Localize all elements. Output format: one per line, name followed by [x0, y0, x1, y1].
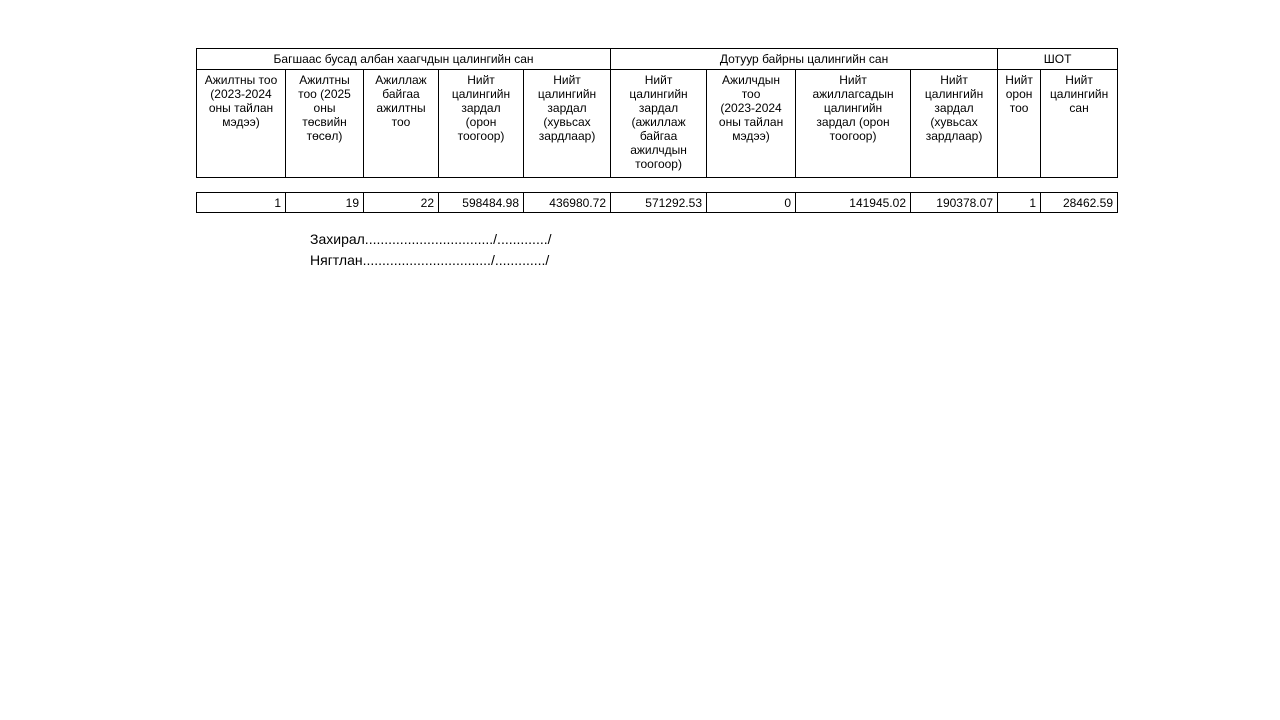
director-signature-line: Захирал................................./............./ [310, 231, 552, 247]
value-cell: 22 [364, 193, 439, 213]
column-header: Нийт цалингийн сан [1041, 70, 1118, 178]
table-row [197, 193, 1118, 213]
group-header-staff-salary: Багшаас бусад албан хаагчдын цалингийн сан [197, 49, 611, 70]
value-cell: 190378.07 [911, 193, 998, 213]
column-header: Нийт ажиллагсадын цалингийн зардал (орон тоогоор) [796, 70, 911, 178]
group-header-row [197, 49, 1118, 70]
value-cell: 28462.59 [1041, 193, 1118, 213]
value-cell: 598484.98 [439, 193, 524, 213]
value-cell: 19 [286, 193, 364, 213]
value-cell: 571292.53 [611, 193, 707, 213]
column-header: Нийт цалингийн зардал (хувьсах зардлаар) [524, 70, 611, 178]
value-cell: 436980.72 [524, 193, 611, 213]
column-header: Ажилтны тоо (2023-2024 оны тайлан мэдээ) [197, 70, 286, 178]
column-header: Ажилчдын тоо (2023-2024 оны тайлан мэдээ) [707, 70, 796, 178]
value-cell: 141945.02 [796, 193, 911, 213]
value-cell: 1 [998, 193, 1041, 213]
column-header: Ажилтны тоо (2025 оны төсвийн төсөл) [286, 70, 364, 178]
column-header: Нийт орон тоо [998, 70, 1041, 178]
value-cell: 0 [707, 193, 796, 213]
group-header-dormitory-salary: Дотуур байрны цалингийн сан [611, 49, 998, 70]
column-header: Нийт цалингийн зардал (орон тоогоор) [439, 70, 524, 178]
accountant-signature-line: Нягтлан................................./............./ [310, 252, 550, 268]
salary-header-table [196, 48, 1118, 178]
column-header: Ажиллаж байгаа ажилтны тоо [364, 70, 439, 178]
value-cell: 1 [197, 193, 286, 213]
column-header: Нийт цалингийн зардал (ажиллаж байгаа ажилчдын тоогоор) [611, 70, 707, 178]
column-header-row [197, 70, 1118, 178]
column-header: Нийт цалингийн зардал (хувьсах зардлаар) [911, 70, 998, 178]
group-header-shot: ШОТ [998, 49, 1118, 70]
salary-values-table [196, 192, 1118, 213]
